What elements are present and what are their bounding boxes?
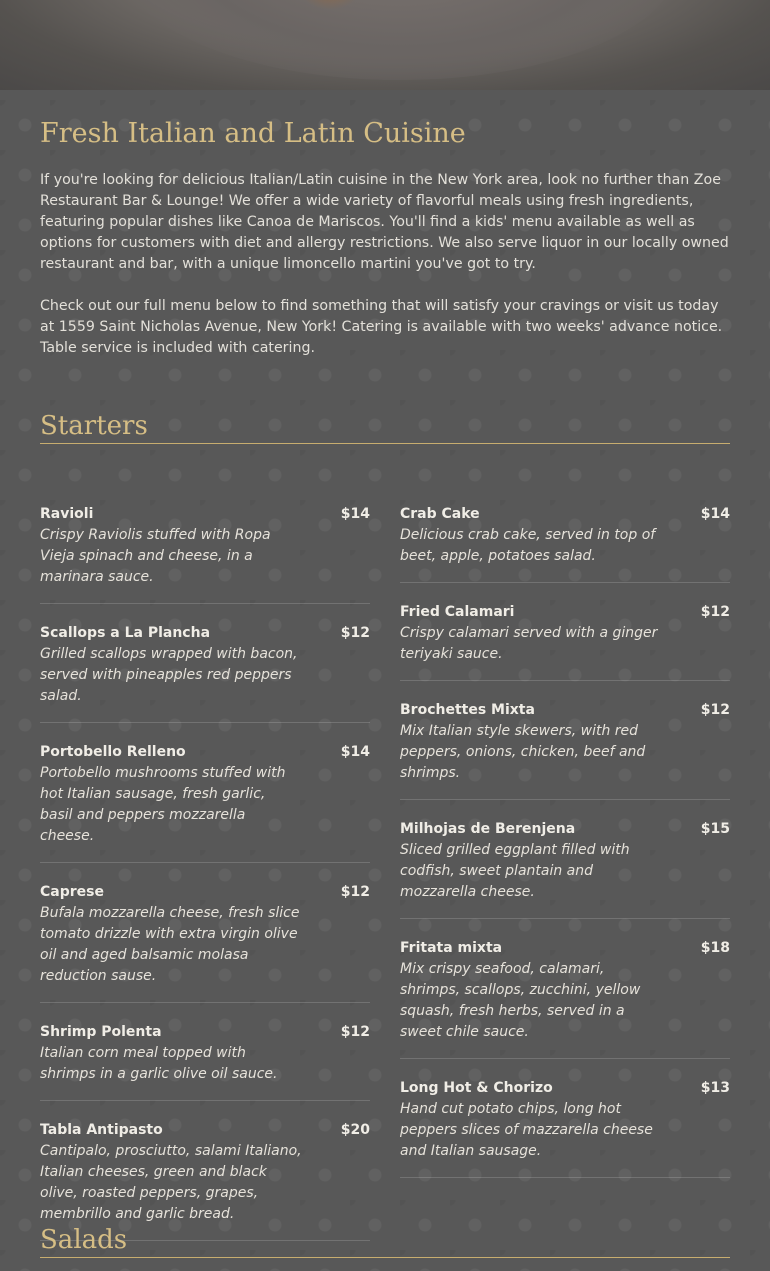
menu-item — [400, 1059, 730, 1178]
menu-item-name: Long Hot & Chorizo — [400, 1080, 553, 1096]
menu-item — [40, 484, 370, 604]
menu-item-description: Italian corn meal topped with shrimps in a garlic olive oil sauce. — [40, 1045, 278, 1082]
menu-item-price: $15 — [700, 821, 730, 837]
menu-item-name: Crab Cake — [400, 506, 480, 522]
salads-title: Salads — [40, 1225, 730, 1258]
menu-item — [40, 1003, 370, 1101]
intro-paragraph-2: Check out our full menu below to find something that will satisfy your cravings or visit us today at 1559 Saint Nicholas Avenue, New York! Catering is available with two weeks' advance notice. Table service is included with catering. — [40, 298, 723, 356]
menu-item-price: $14 — [700, 506, 730, 522]
menu-item-name: Fried Calamari — [400, 604, 515, 620]
menu-item-name: Scallops a La Plancha — [40, 625, 211, 641]
starters-title: Starters — [40, 411, 730, 444]
menu-item-price: $12 — [340, 625, 370, 641]
menu-item-price: $12 — [700, 702, 730, 718]
menu-item — [400, 681, 730, 800]
menu-item — [400, 484, 730, 583]
menu-item-description: Grilled scallops wrapped with bacon, served with pineapples red peppers salad. — [40, 646, 298, 704]
menu-item-description: Cantipalo, prosciutto, salami Italiano, Italian cheeses, green and black olive, roasted peppers, grapes, membrillo and garlic bread. — [40, 1143, 302, 1222]
menu-item-name: Brochettes Mixta — [400, 702, 535, 718]
menu-item-name: Caprese — [40, 884, 104, 900]
menu-item — [400, 919, 730, 1059]
intro-paragraph-1: If you're looking for delicious Italian/Latin cuisine in the New York area, look no further than Zoe Restaurant Bar & Lounge! We offer a wide variety of flavorful meals using fresh ingredients, featuring popular dishes like Canoa de Mariscos. You'll find a kids' menu available as well as options for customers with diet and allergy restrictions. We also serve liquor in our locally owned restaurant and bar, with a unique limoncello martini you've got to try. — [40, 172, 729, 272]
menu-item-description: Hand cut potato chips, long hot peppers slices of mazzarella cheese and Italian sausage. — [400, 1101, 653, 1159]
menu-item-description: Crispy Raviolis stuffed with Ropa Vieja spinach and cheese, in a marinara sauce. — [40, 527, 271, 585]
menu-item — [400, 800, 730, 919]
menu-item — [40, 604, 370, 723]
menu-item-price: $14 — [340, 744, 370, 760]
menu-item-name: Tabla Antipasto — [40, 1122, 163, 1138]
intro-title: Fresh Italian and Latin Cuisine — [40, 118, 466, 149]
starters-right-column — [400, 484, 730, 1241]
starters-menu — [40, 484, 730, 1241]
menu-item-description: Mix crispy seafood, calamari, shrimps, scallops, zucchini, yellow squash, fresh herbs, served in a sweet chile sauce. — [400, 961, 641, 1040]
menu-item-name: Fritata mixta — [400, 940, 503, 956]
menu-item — [400, 583, 730, 681]
menu-item-price: $14 — [340, 506, 370, 522]
menu-item-price: $12 — [340, 1024, 370, 1040]
menu-item — [40, 723, 370, 863]
menu-item — [40, 1101, 370, 1241]
menu-item — [40, 863, 370, 1003]
menu-item-description: Mix Italian style skewers, with red peppers, onions, chicken, beef and shrimps. — [400, 723, 646, 781]
menu-item-price: $18 — [700, 940, 730, 956]
menu-item-price: $12 — [340, 884, 370, 900]
menu-item-name: Milhojas de Berenjena — [400, 821, 576, 837]
menu-item-name: Shrimp Polenta — [40, 1024, 162, 1040]
menu-item-description: Sliced grilled eggplant filled with codfish, sweet plantain and mozzarella cheese. — [400, 842, 630, 900]
menu-item-description: Crispy calamari served with a ginger teriyaki sauce. — [400, 625, 658, 662]
menu-item-description: Portobello mushrooms stuffed with hot Italian sausage, fresh garlic, basil and peppers mozzarella cheese. — [40, 765, 286, 844]
hero-plate — [120, 0, 680, 80]
menu-item-price: $12 — [700, 604, 730, 620]
menu-item-name: Portobello Relleno — [40, 744, 186, 760]
menu-item-price: $13 — [700, 1080, 730, 1096]
menu-item-description: Delicious crab cake, served in top of beet, apple, potatoes salad. — [400, 527, 656, 564]
menu-item-name: Ravioli — [40, 506, 94, 522]
menu-item-price: $20 — [340, 1122, 370, 1138]
main-content — [40, 90, 730, 1241]
menu-item-description: Bufala mozzarella cheese, fresh slice tomato drizzle with extra virgin olive oil and aged balsamic molasa reduction sause. — [40, 905, 300, 984]
hero-image — [0, 0, 770, 90]
starters-left-column — [40, 484, 370, 1241]
